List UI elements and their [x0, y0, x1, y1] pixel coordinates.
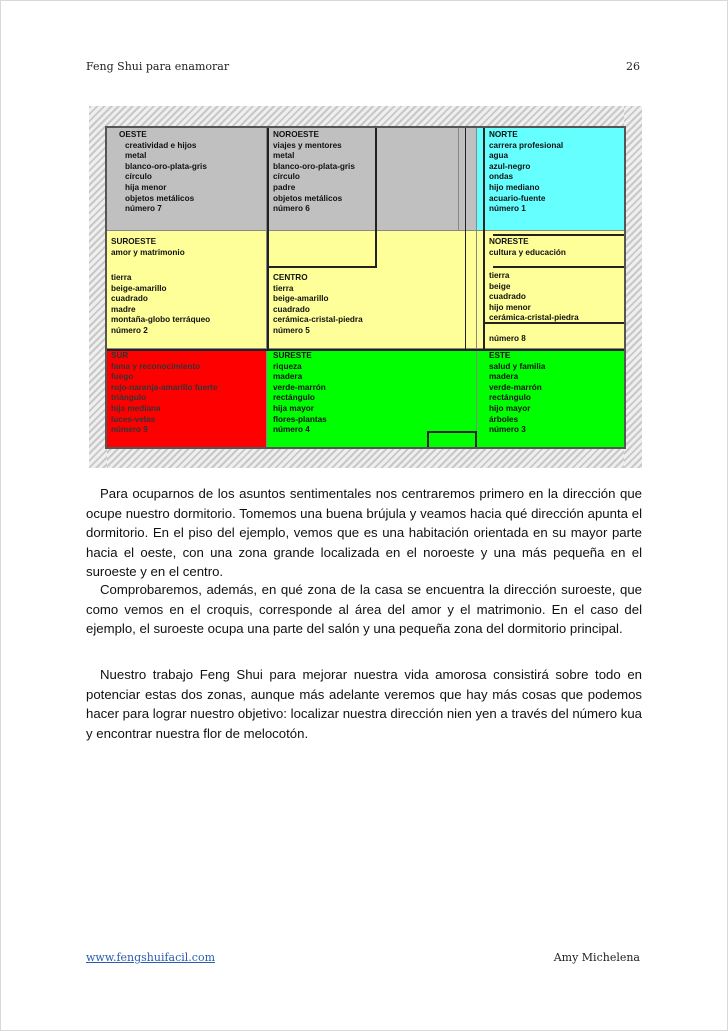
door-box	[427, 431, 477, 449]
page-number: 26	[626, 60, 640, 73]
zone-centro-line: número 5	[273, 325, 310, 335]
zone-centro-title: CENTRO	[273, 273, 308, 282]
zone-sureste-title: SURESTE	[273, 351, 312, 360]
wall-line	[493, 266, 626, 268]
zone-sureste-line: número 4	[273, 425, 310, 435]
zone-noreste-number: número 8	[489, 334, 526, 343]
zone-noreste-line: beige	[489, 281, 511, 291]
zone-suroeste-line: cuadrado	[111, 294, 148, 304]
zone-hallway-strip	[459, 128, 477, 231]
zone-norte-line: carrera profesional	[489, 140, 564, 150]
zone-noroeste-line: círculo	[273, 172, 300, 182]
wall-top	[89, 106, 640, 126]
zone-este-line: número 3	[489, 425, 526, 435]
zone-noreste-body	[489, 271, 579, 324]
wall-bottom	[89, 448, 640, 468]
zone-centro-line: beige-amarillo	[273, 294, 329, 304]
paragraph-2: Comprobaremos, además, en qué zona de la casa se encuentra la dirección suroeste, que como vemos en el croquis, corresponde al área del amor y el matrimonio. En el caso del ejemplo, el suroeste ocupa una parte del salón y una pequeña zona del dormitorio principal.	[86, 582, 642, 637]
zone-noreste-line: cultura y educación	[489, 247, 566, 257]
zone-noroeste-line: padre	[273, 182, 296, 192]
zone-suroeste-title: SUROESTE	[111, 237, 157, 246]
zone-norte-line: azul-negro	[489, 161, 531, 171]
zone-noroeste	[267, 128, 459, 231]
zone-suroeste	[107, 231, 267, 349]
zone-norte-line: ondas	[489, 172, 514, 182]
wall-line	[375, 126, 377, 268]
zone-noreste	[477, 231, 626, 349]
zone-sur-line: luces-velas	[111, 414, 156, 424]
zone-noreste-line: hijo menor	[489, 302, 531, 312]
zone-noreste-line: tierra	[489, 271, 510, 280]
zone-noreste-head	[489, 237, 566, 258]
zone-oeste-line: objetos metálicos	[125, 193, 195, 203]
zone-norte	[477, 128, 626, 231]
zone-noreste-line: cerámica-cristal-piedra	[489, 313, 579, 323]
wall-line	[107, 349, 626, 351]
zone-suroeste-line: madre	[111, 304, 136, 314]
zone-este-label	[489, 351, 545, 436]
zone-norte-line: agua	[489, 151, 509, 161]
zone-noreste-title: NORESTE	[489, 237, 529, 246]
zone-noroeste-line: número 6	[273, 204, 310, 214]
zone-este-line: hijo mayor	[489, 403, 531, 413]
zone-suroeste-line: montaña-globo terráqueo	[111, 315, 211, 325]
zone-sureste-line: flores-plantas	[273, 414, 327, 424]
plan-interior	[105, 126, 626, 449]
zone-centro-line: tierra	[273, 283, 294, 293]
zone-norte-line: número 1	[489, 204, 526, 214]
zone-oeste-line: círculo	[125, 172, 152, 182]
zone-sureste-line: verde-marrón	[273, 382, 326, 392]
zone-centro	[267, 231, 477, 349]
wall-line	[267, 266, 377, 268]
zone-sureste-label	[273, 351, 327, 436]
footer-author: Amy Michelena	[553, 951, 640, 964]
wall-line	[267, 128, 269, 351]
zone-suroeste-line: amor y matrimonio	[111, 247, 185, 257]
zone-oeste-line: hija menor	[125, 182, 167, 192]
zone-oeste-label	[119, 130, 207, 215]
zone-sureste-line: madera	[273, 372, 303, 382]
zone-sur-line: hija mediana	[111, 403, 161, 413]
zone-suroeste-line: número 2	[111, 325, 148, 335]
zone-sureste-line: riqueza	[273, 361, 302, 371]
zone-sur-line: fuego	[111, 372, 134, 382]
zone-suroeste-line: beige-amarillo	[111, 283, 167, 293]
wall-right	[624, 106, 642, 468]
paragraph-1: Para ocuparnos de los asuntos sentimentales nos centraremos primero en la dirección que ocupe nuestro dormitorio. Tomemos una buena brújula y veamos hacia qué dirección apunta el dormitorio. En el piso del ejemplo, vemos que es una habitación orientada en su mayor parte hacia el oeste, con una zona grande localizada en el noroeste y una más pequeña en el suroeste y en el centro.	[86, 486, 642, 580]
zone-oeste-line: blanco-oro-plata-gris	[125, 161, 207, 171]
zone-norte-title: NORTE	[489, 130, 518, 139]
zone-suroeste-body	[111, 273, 210, 337]
zone-oeste-line: metal	[125, 151, 147, 161]
zone-este-title: ESTE	[489, 351, 511, 360]
zone-sur-line: rojo-naranja-amarillo fuerte	[111, 382, 218, 392]
running-header-title: Feng Shui para enamorar	[86, 60, 230, 73]
zone-centro-line: cuadrado	[273, 304, 310, 314]
zone-oeste-line: creatividad e hijos	[125, 140, 197, 150]
zone-noreste-line: cuadrado	[489, 292, 526, 302]
zone-oeste-title: OESTE	[119, 130, 147, 139]
zone-sureste-line: hija mayor	[273, 403, 314, 413]
wall-line	[465, 128, 466, 349]
zone-centro-label	[273, 273, 363, 337]
zone-norte-label	[489, 130, 563, 215]
zone-este-line: madera	[489, 372, 519, 382]
zone-oeste-line: número 7	[125, 204, 162, 214]
wall-line	[483, 322, 626, 324]
zone-centro-line: cerámica-cristal-piedra	[273, 315, 363, 325]
floor-plan	[89, 106, 640, 468]
zone-noroeste-line: viajes y mentores	[273, 140, 342, 150]
zone-este-line: salud y familia	[489, 361, 546, 371]
zone-sur-line: número 9	[111, 425, 148, 435]
zone-suroeste-line: tierra	[111, 273, 132, 282]
zone-sur-line: triángulo	[111, 393, 147, 403]
zone-norte-line: hijo mediano	[489, 182, 540, 192]
zone-oeste	[107, 128, 267, 231]
zone-noroeste-label	[273, 130, 355, 215]
zone-sureste-line: rectángulo	[273, 393, 315, 403]
zone-norte-line: acuario-fuente	[489, 193, 546, 203]
zone-suroeste-head	[111, 237, 185, 258]
zone-sur-title: SUR	[111, 351, 129, 360]
zone-sur-label	[111, 351, 217, 436]
zone-este-line: verde-marrón	[489, 382, 542, 392]
wall-line	[483, 128, 485, 349]
zone-noroeste-line: blanco-oro-plata-gris	[273, 161, 355, 171]
zone-este-line: rectángulo	[489, 393, 531, 403]
wall-line	[493, 234, 626, 236]
zone-noroeste-line: objetos metálicos	[273, 193, 343, 203]
zone-este-line: árboles	[489, 414, 519, 424]
zone-sur	[107, 349, 267, 449]
zone-noroeste-title: NOROESTE	[273, 130, 319, 139]
zone-este	[477, 349, 626, 449]
paragraph-3: Nuestro trabajo Feng Shui para mejorar nuestra vida amorosa consistirá sobre todo en potenciar estas dos zonas, aunque más adelante veremos que hay más cosas que podemos hacer para lograr nuestro objetivo: localizar nuestra dirección nien yen a través del número kua y encontrar nuestra flor de melocotón.	[86, 667, 642, 741]
zone-noroeste-line: metal	[273, 151, 295, 161]
footer-website-link[interactable]: www.fengshuifacil.com	[86, 951, 216, 964]
zone-sur-line: fama y reconocimiento	[111, 361, 201, 371]
